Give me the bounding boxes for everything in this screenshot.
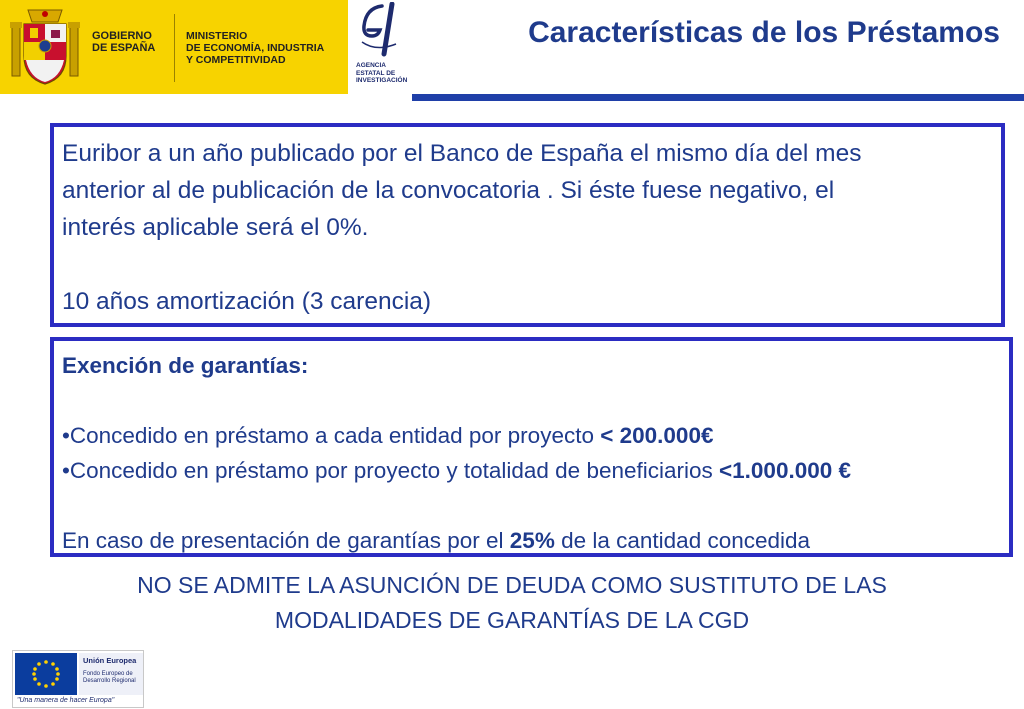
guarantee-exemption-box — [50, 337, 1013, 557]
page-title: Características de los Préstamos — [528, 16, 1000, 49]
government-header-band — [0, 0, 348, 94]
bullet-entity-limit — [62, 418, 999, 453]
guarantee-value: 25% — [509, 528, 555, 553]
guarantee-pre: En caso de presentación de garantías por el — [62, 528, 510, 553]
bullet-total-value: <1.000.000 € — [719, 458, 852, 483]
amortization-line: 10 años amortización (3 carencia) — [62, 288, 432, 315]
coat-of-arms-icon — [10, 8, 80, 86]
eu-fund-label: Fondo Europeo de Desarrollo Regional — [83, 671, 136, 684]
guarantee-percentage-line — [62, 523, 999, 558]
bullet-entity-text: •Concedido en préstamo a cada entidad por proyecto — [62, 423, 601, 448]
euribor-line-2: anterior al de publicación de la convocatoria . Si éste fuese negativo, el — [62, 177, 835, 204]
interest-terms-box — [50, 123, 1005, 327]
eu-feder-logo — [12, 650, 144, 708]
government-label: GOBIERNO DE ESPAÑA — [92, 30, 156, 54]
agency-label: AGENCIA ESTATAL DE INVESTIGACIÓN — [356, 62, 408, 84]
ministry-label: MINISTERIO DE ECONOMÍA, INDUSTRIA Y COMPETITIVIDAD — [186, 30, 325, 66]
eu-title: Unión Europea — [83, 656, 137, 665]
guarantee-post: de la cantidad concedida — [554, 528, 811, 553]
eu-flag-icon — [15, 653, 77, 695]
eu-motto: "Una manera de hacer Europa" — [17, 697, 115, 704]
notice-line-1: NO SE ADMITE LA ASUNCIÓN DE DEUDA COMO SUSTITUTO DE LAS — [137, 572, 887, 598]
bullet-total-text: •Concedido en préstamo por proyecto y totalidad de beneficiarios — [62, 458, 720, 483]
euribor-line-3: interés aplicable será el 0%. — [62, 214, 369, 241]
header-divider — [174, 14, 175, 82]
exemption-heading: Exención de garantías: — [62, 353, 309, 378]
bullet-entity-value: < 200.000€ — [600, 423, 714, 448]
bullet-total-limit — [62, 453, 999, 488]
agency-logo — [348, 0, 410, 94]
debt-assumption-notice — [0, 568, 1024, 638]
euribor-line-1: Euribor a un año publicado por el Banco de España el mismo día del mes — [62, 140, 862, 167]
agency-ei-icon — [352, 2, 404, 58]
title-underline — [412, 94, 1024, 101]
notice-line-2: MODALIDADES DE GARANTÍAS DE LA CGD — [274, 607, 750, 633]
